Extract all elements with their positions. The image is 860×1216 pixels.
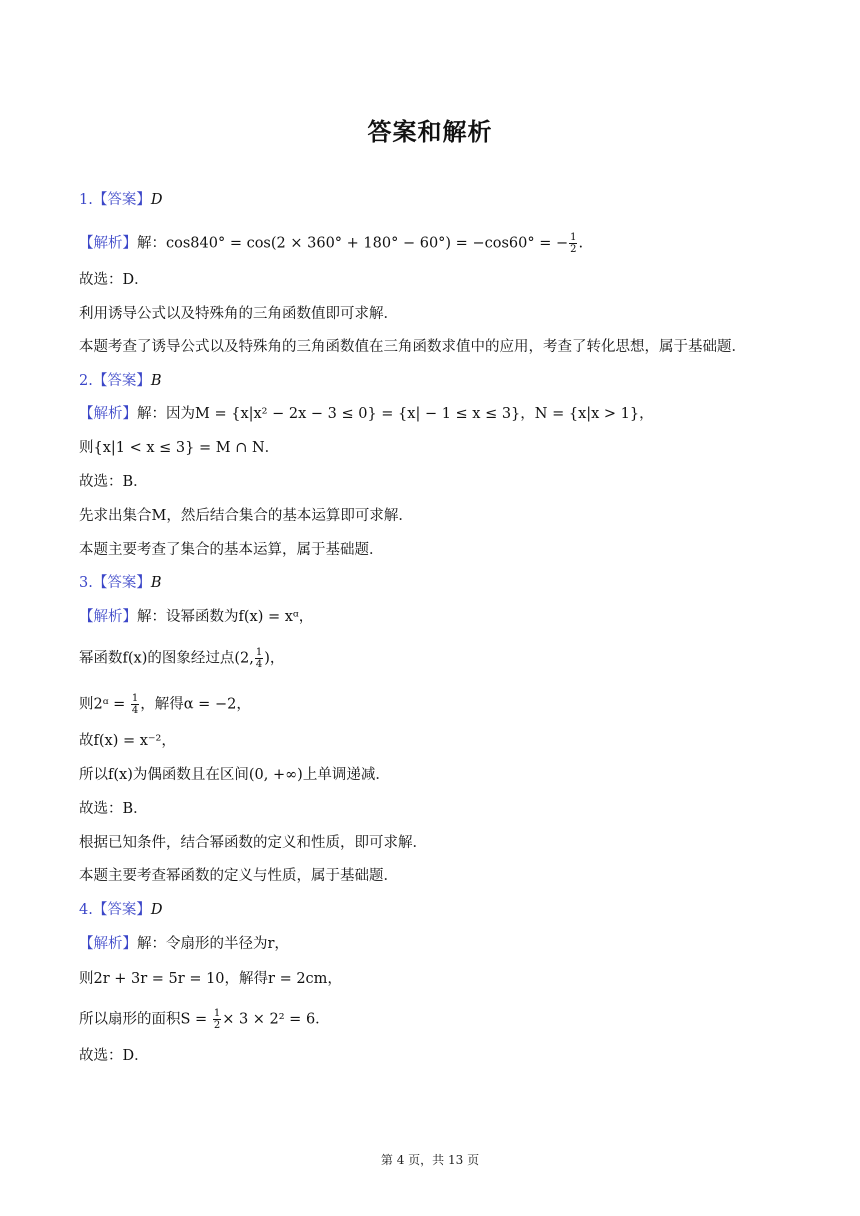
q3-l2-frac-num: 1 <box>255 647 263 658</box>
q1-answer: D <box>150 192 163 208</box>
q2-analysis-line <box>79 404 654 424</box>
q4-answer-line <box>79 900 162 920</box>
q3-answer-line <box>79 573 162 593</box>
q1-answer-line <box>79 190 162 210</box>
q3-l2-fraction <box>255 647 263 670</box>
q1-l1-end: . <box>578 235 584 252</box>
page-title: 答案和解析 <box>367 118 493 146</box>
q3-l3-pre: 则2ᵅ = <box>79 696 130 713</box>
q2-line-2: 则{x|1 < x ≤ 3} = M ∩ N． <box>79 440 280 456</box>
q3-l2-pre: 幂函数f(x)的图象经过点(2, <box>79 650 254 667</box>
q2-line-1: 解：因为M = {x|x² − 2x − 3 ≤ 0} = {x| − 1 ≤ x ≤ 3}，N = {x|x > 1}， <box>137 406 654 422</box>
q3-line-1: 解：设幂函数为f(x) = xᵅ， <box>137 609 314 625</box>
q3-line-4: 故f(x) = x⁻²， <box>79 733 176 749</box>
q4-analysis-line <box>79 934 289 954</box>
q2-line-5: 本题主要考查了集合的基本运算，属于基础题． <box>79 542 384 558</box>
q4-number: 4. <box>79 902 93 918</box>
q1-analysis-tag: 【解析】 <box>79 235 137 252</box>
q1-l1-pre: 解： <box>137 235 166 252</box>
q3-number: 3. <box>79 575 93 591</box>
q4-line-4: 故选：D． <box>79 1048 149 1064</box>
q3-line-5: 所以f(x)为偶函数且在区间(0, +∞)上单调递减． <box>79 767 390 783</box>
q2-line-4: 先求出集合M，然后结合集合的基本运算即可求解． <box>79 508 413 524</box>
q1-analysis-line <box>79 232 583 255</box>
q1-answer-tag: 【答案】 <box>92 192 151 208</box>
q1-frac-num: 1 <box>570 232 577 243</box>
q3-line-2 <box>79 647 284 670</box>
q2-number: 2. <box>79 373 93 389</box>
q3-answer-tag: 【答案】 <box>92 575 151 591</box>
q2-analysis-tag: 【解析】 <box>79 406 137 422</box>
q4-l3-pre: 所以扇形的面积S = <box>79 1011 212 1028</box>
q3-line-7: 根据已知条件，结合幂函数的定义和性质，即可求解． <box>79 835 427 851</box>
q3-l3-frac-den: 4 <box>131 705 139 716</box>
q1-number: 1. <box>79 192 93 208</box>
q3-l2-frac-den: 4 <box>255 659 263 670</box>
q3-l3-fraction <box>131 693 139 716</box>
q4-line-3 <box>79 1008 330 1031</box>
q4-answer-tag: 【答案】 <box>92 902 151 918</box>
q3-l3-end: ，解得α = −2， <box>140 696 251 713</box>
q1-frac-den: 2 <box>570 244 577 255</box>
q1-line-2: 故选：D． <box>79 272 149 288</box>
q3-answer: B <box>150 575 162 591</box>
q1-line-3: 利用诱导公式以及特殊角的三角函数值即可求解． <box>79 306 398 322</box>
q3-line-8: 本题主要考查幂函数的定义与性质，属于基础题． <box>79 868 398 884</box>
page-footer: 第 4 页，共 13 页 <box>380 1153 480 1167</box>
q2-answer: B <box>150 373 162 389</box>
q2-answer-line <box>79 371 162 391</box>
q4-l3-end: × 3 × 2² = 6． <box>222 1011 330 1028</box>
q3-analysis-line <box>79 607 313 627</box>
q4-line-2: 则2r + 3r = 5r = 10，解得r = 2cm， <box>79 971 342 987</box>
q1-l1-math: cos840° = cos(2 × 360° + 180° − 60°) = −cos60° = − <box>166 235 569 252</box>
q3-l2-end: )， <box>264 650 285 667</box>
q2-line-3: 故选：B． <box>79 474 148 490</box>
q4-line-1: 解：令扇形的半径为r， <box>137 936 289 952</box>
q2-answer-tag: 【答案】 <box>92 373 151 389</box>
q3-line-6: 故选：B． <box>79 801 148 817</box>
q1-line-4: 本题考查了诱导公式以及特殊角的三角函数值在三角函数求值中的应用，考查了转化思想，属于基础题． <box>79 339 746 355</box>
q1-fraction <box>569 232 577 255</box>
q4-analysis-tag: 【解析】 <box>79 936 137 952</box>
q3-analysis-tag: 【解析】 <box>79 609 137 625</box>
q3-l3-frac-num: 1 <box>131 693 139 704</box>
q4-l3-fraction <box>213 1008 221 1031</box>
q4-l3-frac-num: 1 <box>213 1008 221 1019</box>
q3-line-3 <box>79 693 251 716</box>
q4-l3-frac-den: 2 <box>213 1020 221 1031</box>
q4-answer: D <box>150 902 163 918</box>
